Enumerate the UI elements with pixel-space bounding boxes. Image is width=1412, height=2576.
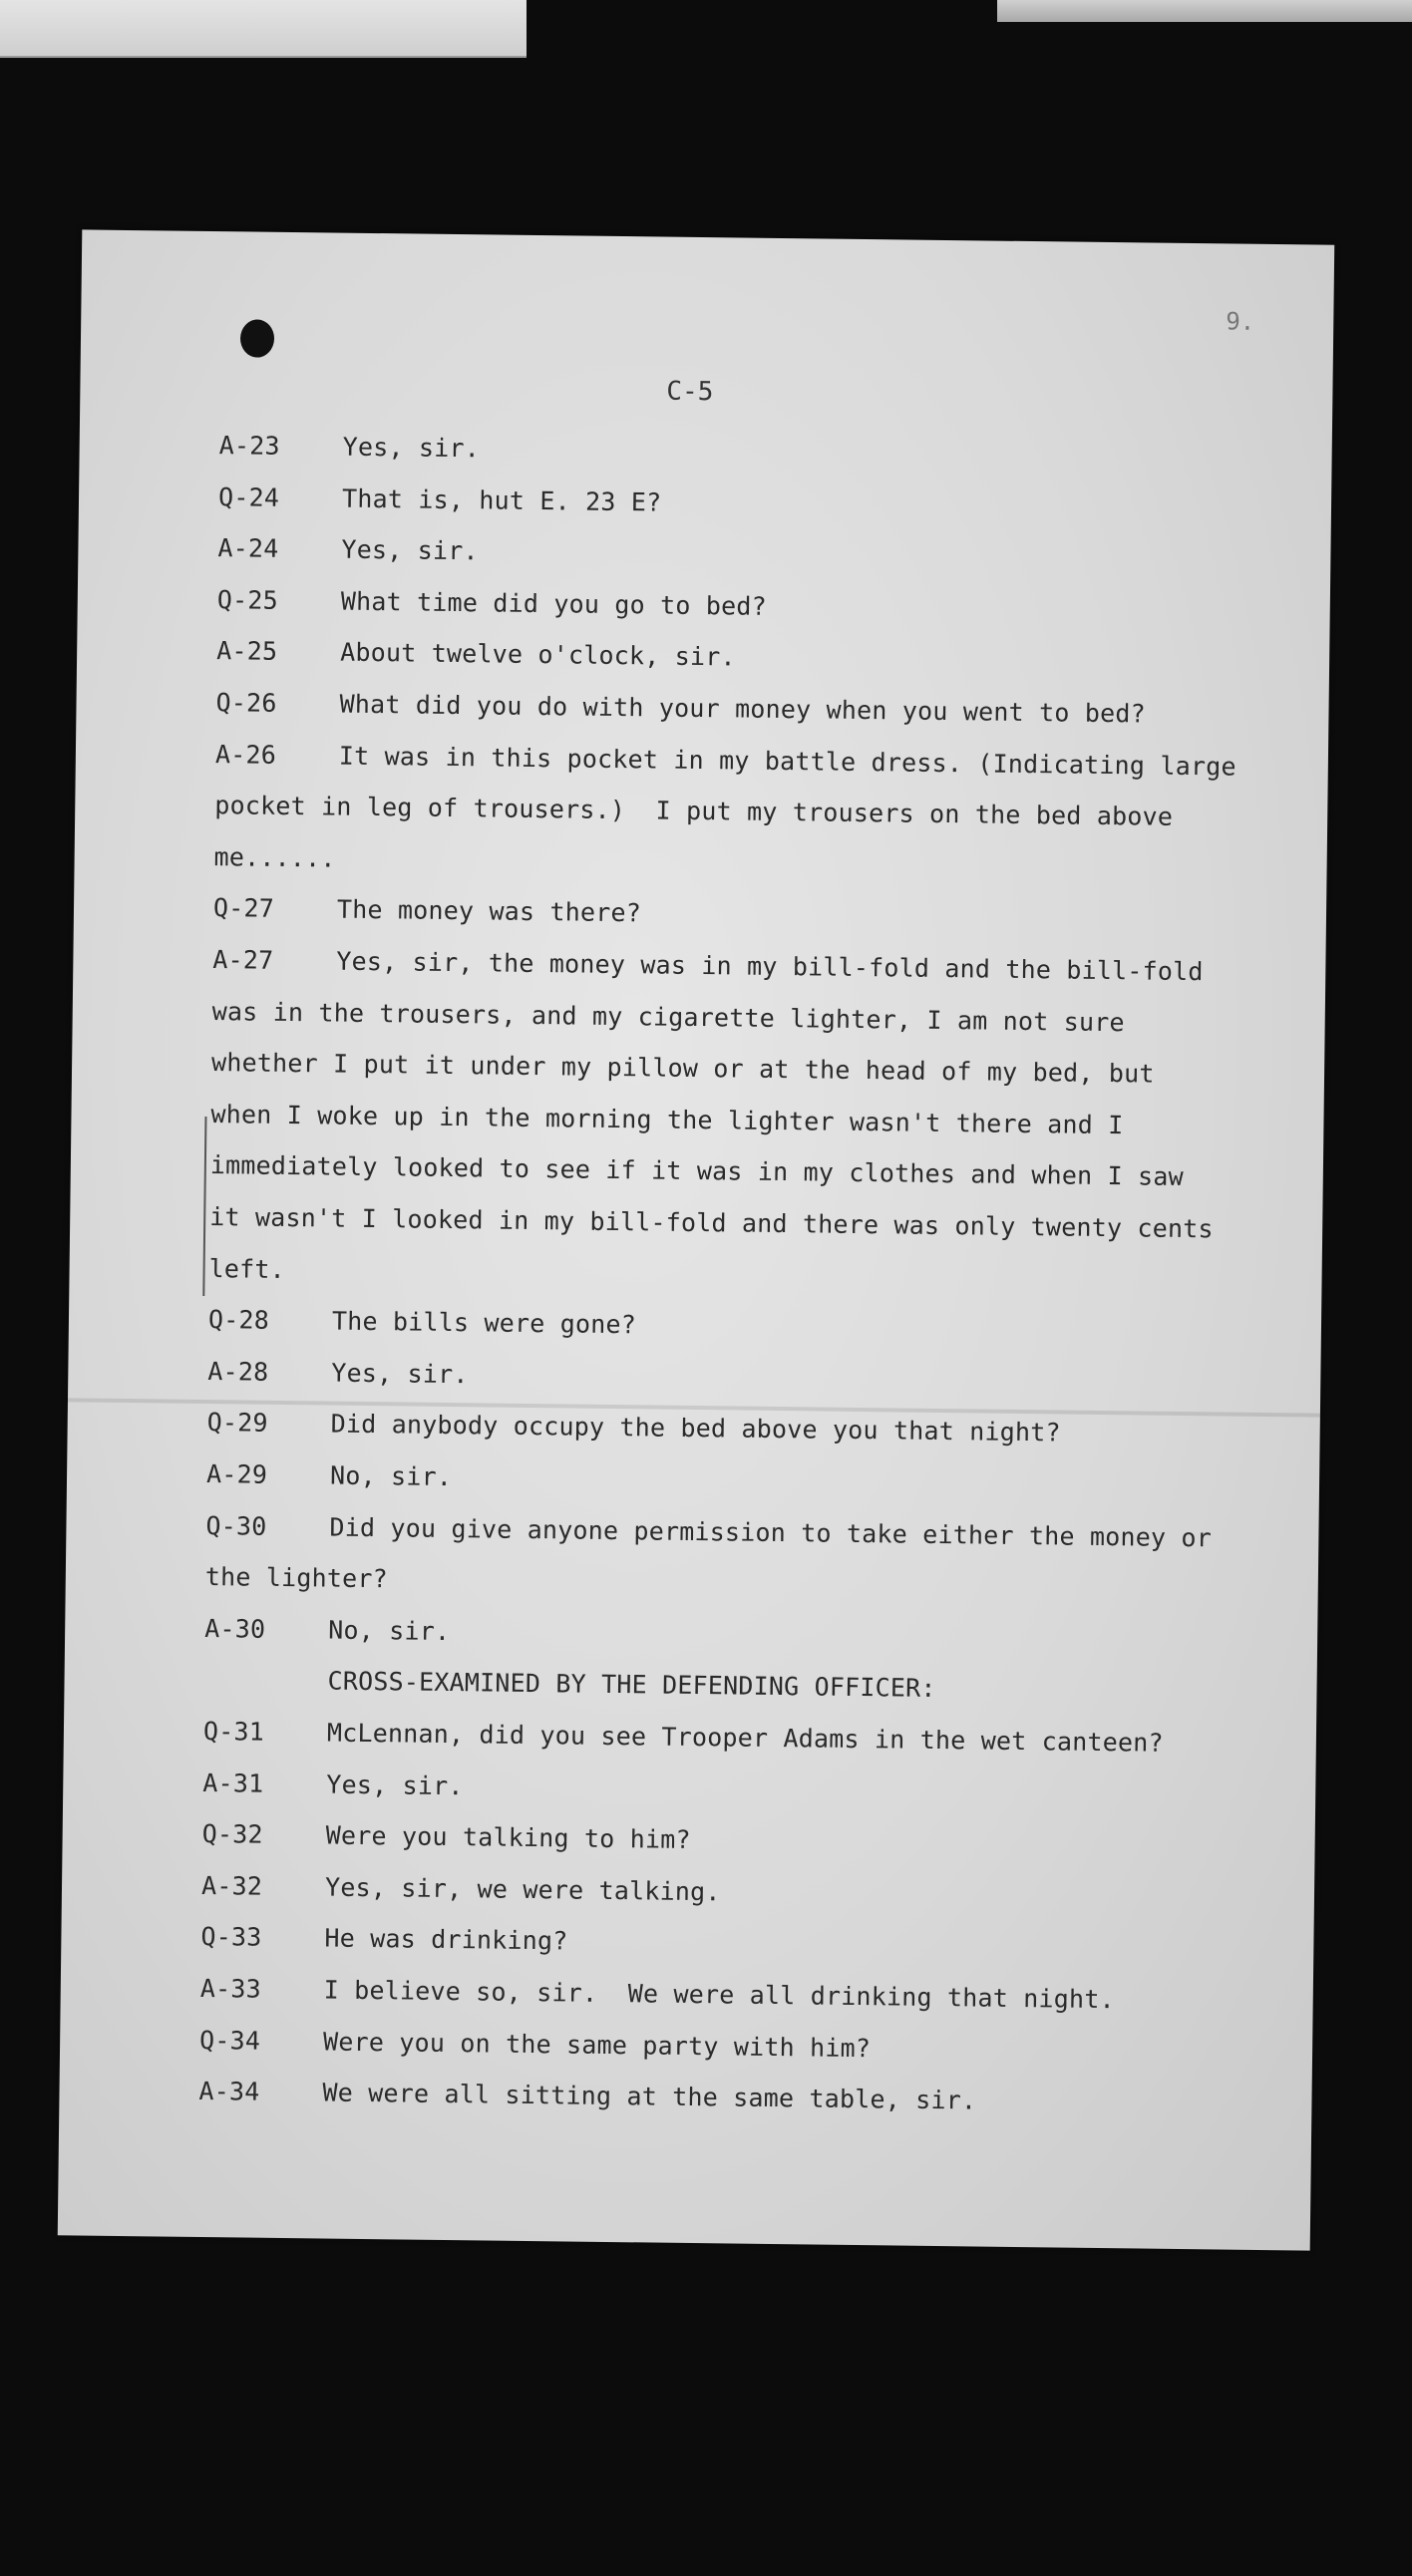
entry-label: A-33 (199, 1973, 261, 2004)
entry-label: A-23 (218, 431, 280, 461)
transcript-continuation-line (213, 842, 335, 872)
entry-text: I believe so, sir. We were all drinking that night. (323, 1975, 1115, 2015)
transcript-continuation-line (210, 1100, 1123, 1139)
entry-label: A-30 (204, 1613, 266, 1644)
section-heading: CROSS-EXAMINED BY THE DEFENDING OFFICER: (327, 1666, 936, 1704)
entry-text: He was drinking? (324, 1923, 568, 1956)
entry-text: What time did you go to bed? (340, 586, 767, 621)
entry-text: The money was there? (336, 894, 642, 928)
entry-label: Q-29 (206, 1408, 268, 1439)
entry-label: A-31 (202, 1768, 264, 1798)
transcript-line (206, 1459, 452, 1491)
transcript-continuation-line (210, 1150, 1184, 1191)
entry-text: it wasn't I looked in my bill-fold and there was only twenty cents (209, 1202, 1214, 1244)
transcript-continuation-line (211, 1048, 1155, 1089)
transcript-body (58, 229, 1334, 2250)
transcript-line (216, 636, 736, 671)
transcript-line (207, 1357, 469, 1389)
entry-label: Q-31 (202, 1717, 265, 1747)
entry-label: Q-26 (215, 688, 277, 718)
transcript-line (204, 1614, 450, 1646)
entry-text: What did you do with your money when you went to bed? (339, 689, 1146, 729)
transcript-line (217, 585, 767, 621)
entry-label: A-29 (205, 1459, 268, 1489)
transcript-line (212, 945, 1204, 986)
entry-text: About twelve o'clock, sir. (339, 637, 736, 672)
transcript-line (198, 2077, 976, 2115)
entry-label: A-28 (207, 1356, 269, 1387)
page-number: 9. (1226, 307, 1255, 336)
entry-text: Were you talking to him? (325, 1820, 691, 1855)
entry-text: whether I put it under my pillow or at the head of my bed, but (210, 1048, 1155, 1089)
transcript-line (202, 1769, 464, 1800)
entry-label: Q-33 (200, 1922, 262, 1953)
transcript-line (203, 1717, 1164, 1758)
entry-label: Q-25 (216, 584, 279, 615)
transcript-line (208, 1305, 636, 1339)
entry-text: That is, hut E. 23 E? (341, 483, 662, 517)
entry-text: pocket in leg of trousers.) I put my trousers on the bed above (214, 791, 1174, 831)
entry-text: Yes, sir. (326, 1770, 464, 1800)
transcript-continuation-line (214, 791, 1173, 831)
entry-label: A-27 (212, 945, 274, 975)
transcript-line (215, 688, 1146, 728)
document-page (58, 229, 1334, 2250)
transcript-line (215, 740, 1236, 782)
entry-text: No, sir. (329, 1460, 453, 1492)
entry-text: No, sir. (328, 1615, 451, 1646)
entry-label: A-26 (214, 739, 277, 770)
entry-text: The bills were gone? (331, 1306, 637, 1340)
document-reference: C-5 (666, 376, 714, 408)
transcript-line (205, 1511, 1212, 1552)
adjacent-page-scrap-right (997, 0, 1412, 22)
entry-text: was in the trousers, and my cigarette lighter, I am not sure (211, 996, 1125, 1037)
entry-text: immediately looked to see if it was in my clothes and when I saw (209, 1150, 1185, 1192)
entry-label: Q-30 (205, 1510, 267, 1541)
transcript-line (218, 483, 662, 516)
entry-label: Q-28 (207, 1305, 270, 1335)
entry-text: Were you on the same party with him? (322, 2027, 872, 2063)
transcript-line (207, 1408, 1061, 1447)
entry-label: A-34 (198, 2077, 260, 2106)
entry-label: Q-24 (217, 482, 280, 512)
transcript-continuation-line (209, 1202, 1214, 1243)
transcript-line (201, 1871, 721, 1906)
entry-label: A-32 (200, 1870, 263, 1901)
entry-text: the lighter? (204, 1562, 389, 1594)
entry-text: left. (208, 1253, 286, 1284)
entry-text: Yes, sir. (341, 534, 479, 566)
entry-text: McLennan, did you see Trooper Adams in the wet canteen? (326, 1718, 1164, 1758)
entry-label: Q-34 (198, 2025, 261, 2056)
entry-text: Yes, sir. (342, 432, 481, 464)
entry-label: A-24 (217, 533, 279, 564)
transcript-line (219, 431, 481, 463)
transcript-line (217, 533, 479, 565)
transcript-line (213, 893, 641, 927)
entry-text: Yes, sir, the money was in my bill-fold and the bill-fold (336, 946, 1204, 987)
entry-text: We were all sitting at the same table, sir. (322, 2078, 977, 2115)
entry-text: It was in this pocket in my battle dress. (Indicating large (338, 741, 1236, 782)
transcript-line (200, 1974, 1115, 2014)
transcript-continuation-line (205, 1562, 388, 1593)
entry-text: Yes, sir. (331, 1358, 469, 1390)
entry-text: Did anybody occupy the bed above you that night? (330, 1409, 1061, 1448)
transcript-line (199, 2026, 871, 2063)
transcript-continuation-line (208, 1254, 285, 1284)
entry-label: Q-27 (212, 893, 275, 924)
entry-label: Q-32 (201, 1819, 263, 1849)
transcript-line (202, 1819, 691, 1854)
entry-text: me...... (213, 841, 336, 873)
adjacent-page-scrap-left (0, 0, 527, 58)
entry-text: Yes, sir, we were talking. (324, 1872, 721, 1907)
entry-text: Did you give anyone permission to take either the money or (329, 1512, 1213, 1552)
entry-label: A-25 (216, 636, 278, 667)
entry-text: when I woke up in the morning the lighter wasn't there and I (210, 1099, 1124, 1140)
transcript-continuation-line (212, 997, 1125, 1037)
transcript-line (200, 1922, 567, 1955)
